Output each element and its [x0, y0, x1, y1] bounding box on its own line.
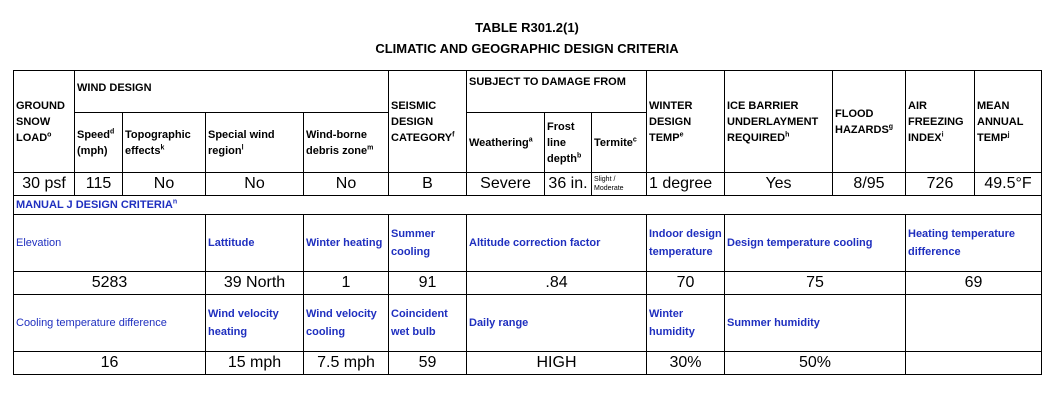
wind-design-header: WIND DESIGN: [75, 71, 389, 113]
ice-barrier-header: ICE BARRIER UNDERLAYMENT REQUIRED$^h$: [725, 71, 833, 173]
termite-header: Termite$^c$: [592, 113, 647, 173]
manual-j-heading: MANUAL J DESIGN CRITERIA$^n$: [14, 196, 1042, 215]
altitude-factor-value: .84: [467, 272, 647, 295]
topographic-effects-header: Topographic effects$^k$: [123, 113, 206, 173]
mean-annual-temp-header: MEAN ANNUAL TEMP$^j$: [975, 71, 1042, 173]
weathering-header: Weathering$^a$: [467, 113, 545, 173]
empty-cell: [906, 295, 1042, 352]
frost-value: 36 in.: [545, 173, 592, 196]
winter-heating-value: 1: [304, 272, 389, 295]
ground-snow-load-value: 30 psf: [14, 173, 75, 196]
daily-range-label: Daily range: [467, 295, 647, 352]
design-criteria-table: [13, 70, 1042, 375]
elevation-value: 5283: [14, 272, 206, 295]
special-wind-value: No: [206, 173, 304, 196]
heating-diff-label: Heating temperature difference: [906, 215, 1042, 272]
frost-line-depth-header: Frost line depth$^b$: [545, 113, 592, 173]
air-freezing-value: 726: [906, 173, 975, 196]
ground-snow-load-header: GROUND SNOW LOAD$^o$: [14, 71, 75, 173]
winter-design-temp-header: WINTER DESIGN TEMP$^e$: [647, 71, 725, 173]
daily-range-value: HIGH: [467, 352, 647, 375]
winter-heating-label: Winter heating: [304, 215, 389, 272]
design-cooling-value: 75: [725, 272, 906, 295]
subject-to-damage-header: SUBJECT TO DAMAGE FROM: [467, 71, 647, 113]
latitude-label: Lattitude: [206, 215, 304, 272]
table-number: TABLE R301.2(1): [475, 20, 579, 35]
design-cooling-label: Design temperature cooling: [725, 215, 906, 272]
winter-humidity-value: 30%: [647, 352, 725, 375]
summer-humidity-label: Summer humidity: [725, 295, 906, 352]
cooling-diff-label: Cooling temperature difference: [14, 295, 206, 352]
summer-cooling-value: 91: [389, 272, 467, 295]
special-wind-region-header: Special wind region$^l$: [206, 113, 304, 173]
altitude-factor-label: Altitude correction factor: [467, 215, 647, 272]
wind-cooling-label: Wind velocity cooling: [304, 295, 389, 352]
speed-value: 115: [75, 173, 123, 196]
wind-cooling-value: 7.5 mph: [304, 352, 389, 375]
empty-cell: [906, 352, 1042, 375]
indoor-design-value: 70: [647, 272, 725, 295]
latitude-value: 39 North: [206, 272, 304, 295]
topographic-value: No: [123, 173, 206, 196]
flood-hazards-header: FLOOD HAZARDS$^g$: [833, 71, 906, 173]
winter-humidity-label: Winter humidity: [647, 295, 725, 352]
seismic-header: SEISMIC DESIGN CATEGORY$^f$: [389, 71, 467, 173]
wind-heating-label: Wind velocity heating: [206, 295, 304, 352]
winter-design-value: 1 degree: [647, 173, 725, 196]
weathering-value: Severe: [467, 173, 545, 196]
seismic-value: B: [389, 173, 467, 196]
speed-header: Speed$^d$ (mph): [75, 113, 123, 173]
air-freezing-index-header: AIR FREEZING INDEX$^i$: [906, 71, 975, 173]
termite-value: Slight / Moderate: [592, 173, 647, 196]
wet-bulb-label: Coincident wet bulb: [389, 295, 467, 352]
wind-heating-value: 15 mph: [206, 352, 304, 375]
indoor-design-label: Indoor design temperature: [647, 215, 725, 272]
wind-borne-debris-header: Wind-borne debris zone$^m$: [304, 113, 389, 173]
heating-diff-value: 69: [906, 272, 1042, 295]
wind-borne-value: No: [304, 173, 389, 196]
summer-cooling-label: Summer cooling: [389, 215, 467, 272]
cooling-diff-value: 16: [14, 352, 206, 375]
summer-humidity-value: 50%: [725, 352, 906, 375]
table-title: CLIMATIC AND GEOGRAPHIC DESIGN CRITERIA: [375, 41, 679, 56]
mean-annual-value: 49.5°F: [975, 173, 1042, 196]
flood-value: 8/95: [833, 173, 906, 196]
wet-bulb-value: 59: [389, 352, 467, 375]
ice-barrier-value: Yes: [725, 173, 833, 196]
elevation-label: Elevation: [14, 215, 206, 272]
